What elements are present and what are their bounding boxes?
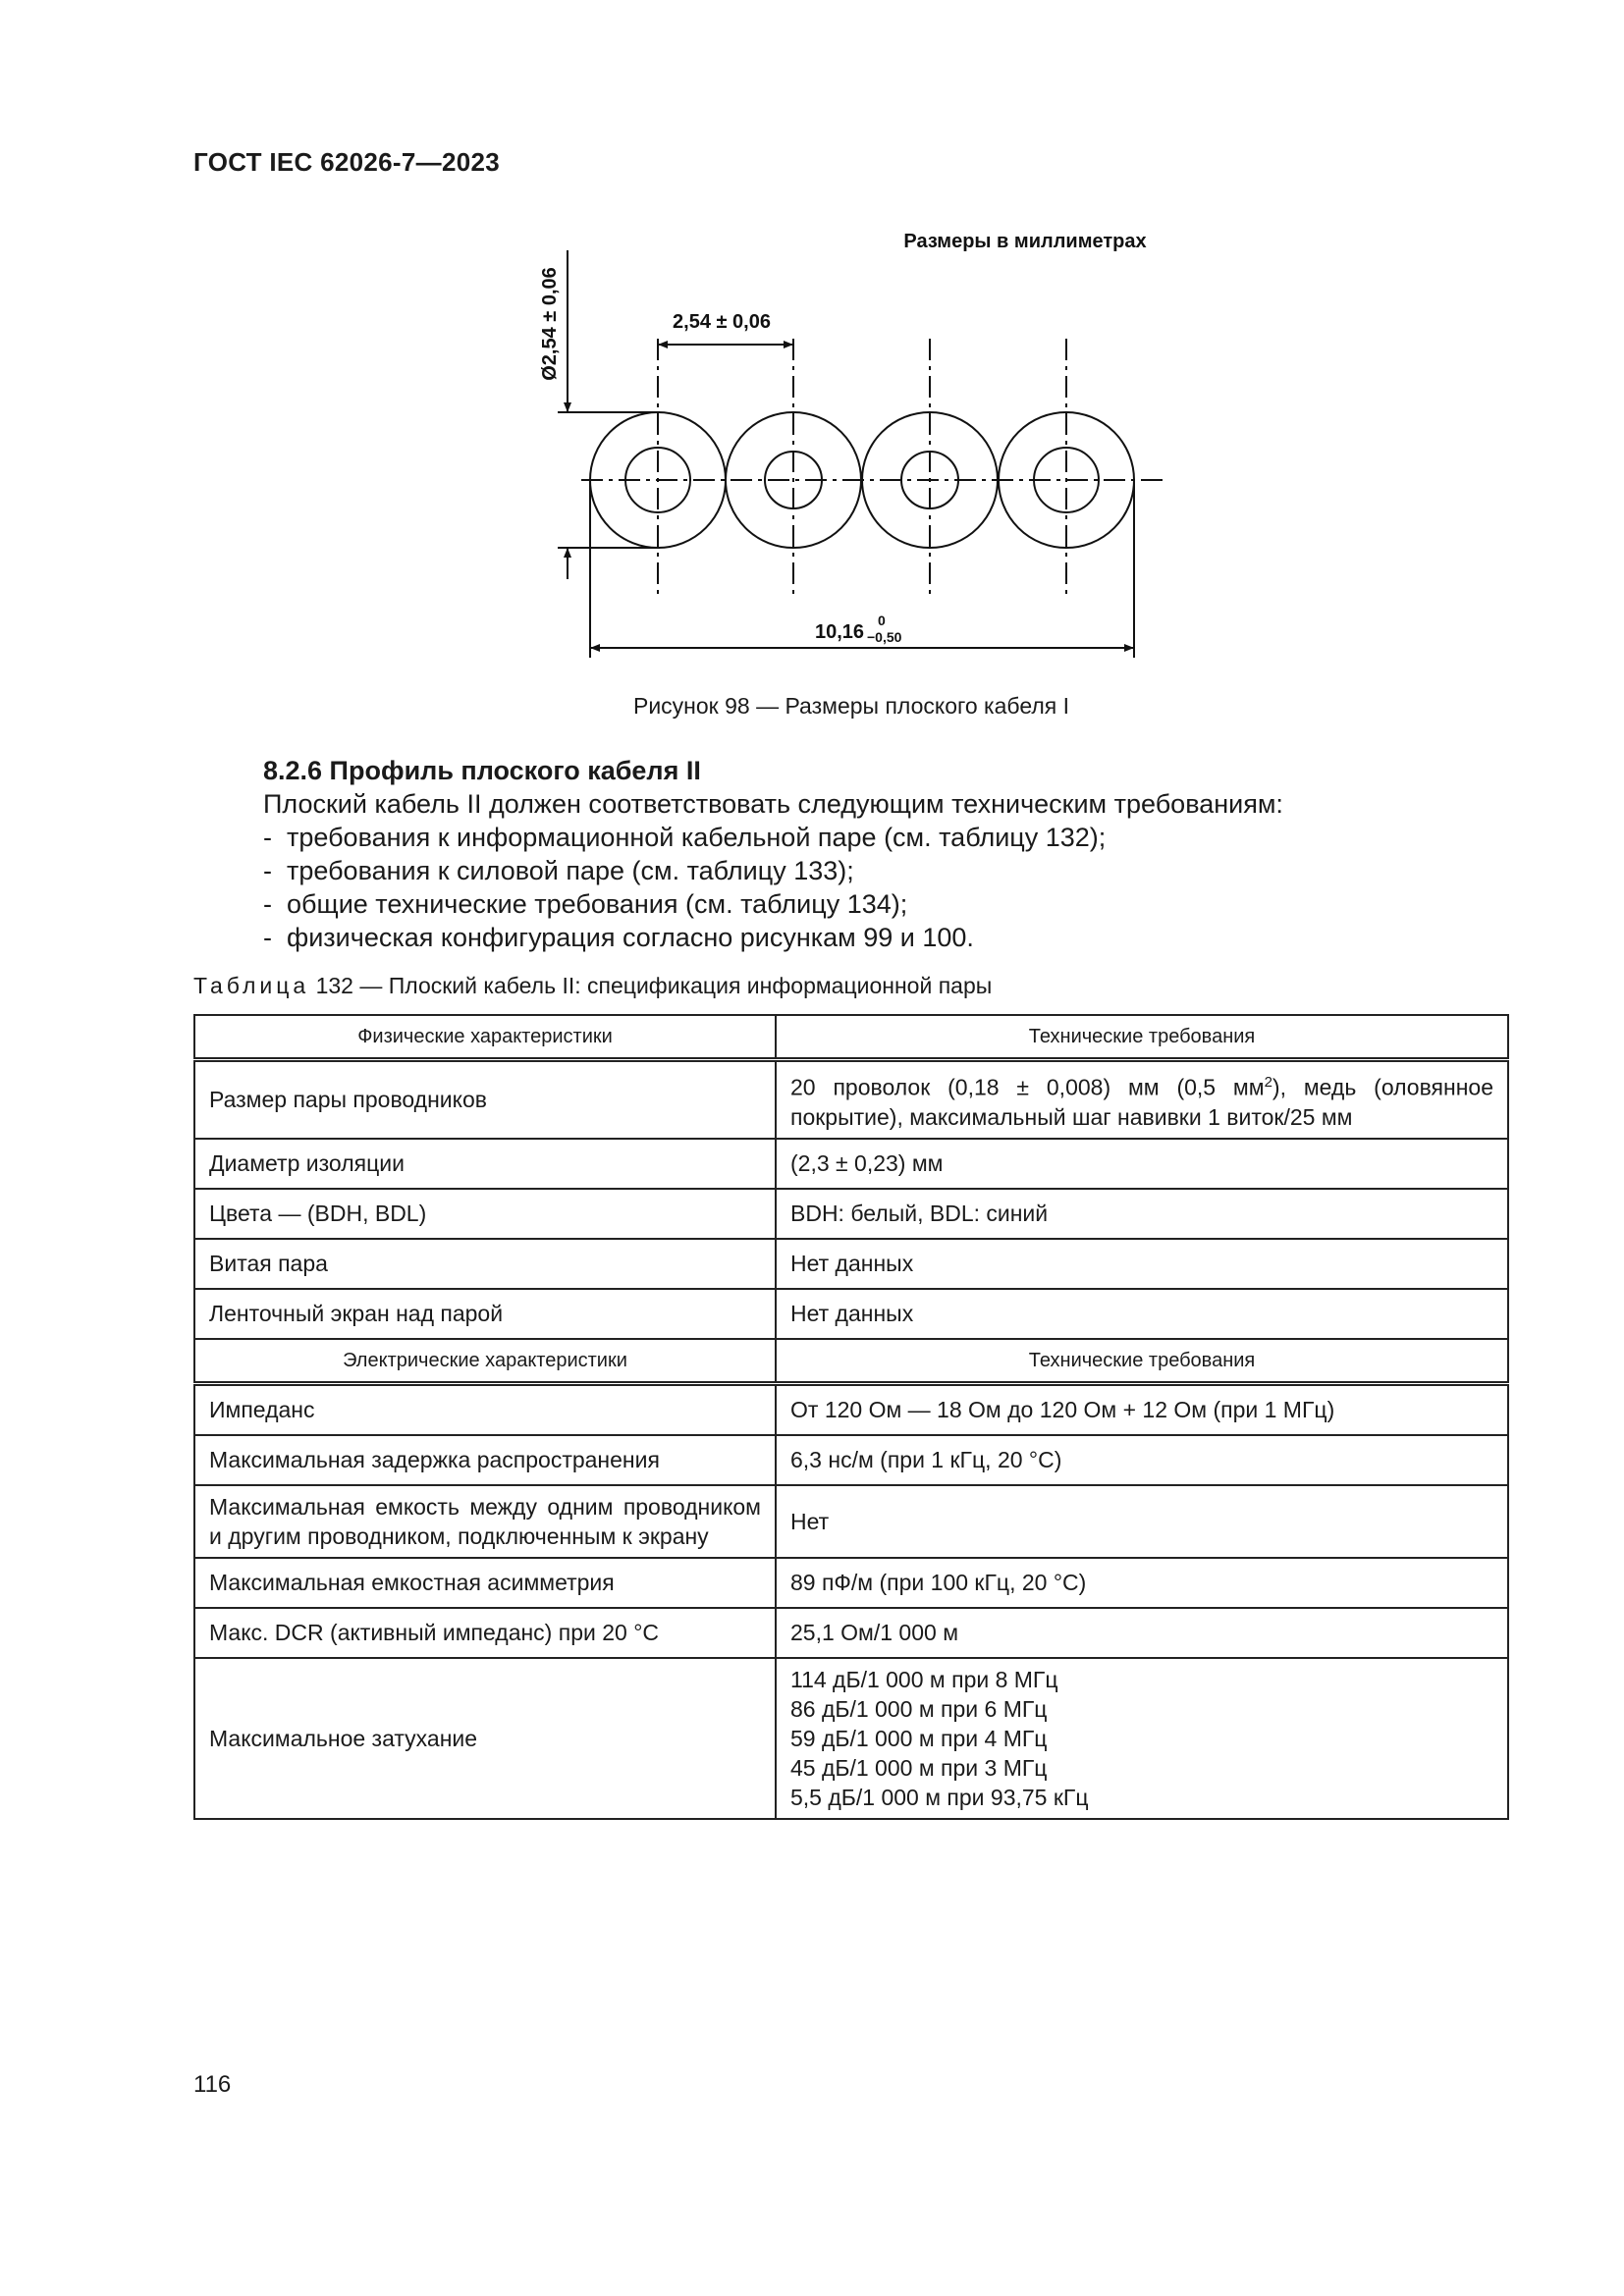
- table-cell: Нет данных: [776, 1239, 1508, 1289]
- attenuation-line: 86 дБ/1 000 м при 6 МГц: [790, 1695, 1048, 1722]
- header-cell: Технические требования: [776, 1339, 1508, 1384]
- cable-dimension-figure: [520, 221, 1208, 692]
- table-cell: BDH: белый, BDL: синий: [776, 1189, 1508, 1239]
- table-cell: Витая пара: [194, 1239, 776, 1289]
- table-row: [194, 1608, 1508, 1658]
- table-cell: Ленточный экран над парой: [194, 1289, 776, 1339]
- table-row: [194, 1060, 1508, 1139]
- table-row: [194, 1139, 1508, 1189]
- table-row: [194, 1239, 1508, 1289]
- table-row: [194, 1383, 1508, 1435]
- attenuation-line: 59 дБ/1 000 м при 4 МГц: [790, 1725, 1048, 1751]
- attenuation-line: 114 дБ/1 000 м при 8 МГц: [790, 1666, 1058, 1692]
- table-cell: Импеданс: [194, 1383, 776, 1435]
- cell-text: ), медь (оловянное покрытие), максимальный шаг навивки 1 виток/25 мм: [790, 1074, 1493, 1130]
- table-caption-prefix: Таблица: [193, 973, 310, 998]
- table-cell: 6,3 нс/м (при 1 кГц, 20 °C): [776, 1435, 1508, 1485]
- list-item: [263, 921, 1520, 954]
- table-cell: Нет данных: [776, 1289, 1508, 1339]
- table-header-row: [194, 1015, 1508, 1060]
- section-heading: 8.2.6 Профиль плоского кабеля II: [263, 756, 701, 785]
- width-label: 10,16: [814, 621, 865, 643]
- table-cell: Максимальная емкость между одним проводником и другим проводником, подключенным к экрану: [194, 1485, 776, 1558]
- table-cell: Максимальное затухание: [194, 1658, 776, 1819]
- table-cell: 89 пФ/м (при 100 кГц, 20 °C): [776, 1558, 1508, 1608]
- table-cell: От 120 Ом — 18 Ом до 120 Ом + 12 Ом (при 1 МГц): [776, 1383, 1508, 1435]
- centerlines: [581, 339, 1164, 599]
- table-row: [194, 1189, 1508, 1239]
- figure-caption: Рисунок 98 — Размеры плоского кабеля I: [632, 693, 1070, 719]
- superscript: 2: [1264, 1074, 1272, 1091]
- section-intro: Плоский кабель II должен соответствовать следующим техническим требованиям:: [263, 789, 1283, 819]
- table-header-row: [194, 1339, 1508, 1384]
- section-8-2-6: [263, 754, 1520, 954]
- cell-text: 20 проволок (0,18 ± 0,008) мм (0,5 мм: [790, 1074, 1265, 1100]
- table-row: [194, 1658, 1508, 1819]
- diameter-label: Ø2,54 ± 0,06: [539, 267, 561, 381]
- list-item-text: общие технические требования (см. таблицу 134);: [287, 889, 908, 919]
- header-cell: Технические требования: [776, 1015, 1508, 1060]
- attenuation-line: 5,5 дБ/1 000 м при 93,75 кГц: [790, 1784, 1089, 1810]
- table-row: [194, 1485, 1508, 1558]
- header-cell: Электрические характеристики: [194, 1339, 776, 1384]
- list-dash: -: [263, 823, 272, 852]
- table-cell: Максимальная емкостная асимметрия: [194, 1558, 776, 1608]
- spec-table: [193, 1014, 1509, 1820]
- table-cell: Размер пары проводников: [194, 1060, 776, 1139]
- table-row: [194, 1435, 1508, 1485]
- document-header: ГОСТ IEC 62026-7—2023: [193, 147, 500, 177]
- list-item: [263, 821, 1520, 854]
- table-caption: [193, 973, 992, 999]
- list-dash: -: [263, 856, 272, 885]
- table-cell: Макс. DCR (активный импеданс) при 20 °C: [194, 1608, 776, 1658]
- diameter-dimension: [558, 250, 660, 579]
- list-item: [263, 887, 1520, 921]
- table-cell: Нет: [776, 1485, 1508, 1558]
- list-dash: -: [263, 923, 272, 952]
- pitch-label: 2,54 ± 0,06: [673, 311, 771, 333]
- table-caption-text: 132 — Плоский кабель II: спецификация информационной пары: [315, 973, 993, 998]
- list-item-text: физическая конфигурация согласно рисункам 99 и 100.: [287, 923, 974, 952]
- table-cell: Максимальная задержка распространения: [194, 1435, 776, 1485]
- table-cell: [776, 1060, 1508, 1139]
- table-cell: Цвета — (BDH, BDL): [194, 1189, 776, 1239]
- header-cell: Физические характеристики: [194, 1015, 776, 1060]
- list-item-text: требования к информационной кабельной паре (см. таблицу 132);: [287, 823, 1107, 852]
- width-tolerance-upper: 0: [878, 613, 886, 628]
- page-number: 116: [193, 2071, 232, 2098]
- table-row: [194, 1558, 1508, 1608]
- attenuation-line: 45 дБ/1 000 м при 3 МГц: [790, 1754, 1048, 1781]
- table-cell: [776, 1658, 1508, 1819]
- units-note: Размеры в миллиметрах: [903, 231, 1147, 252]
- table-cell: (2,3 ± 0,23) мм: [776, 1139, 1508, 1189]
- table-cell: 25,1 Ом/1 000 м: [776, 1608, 1508, 1658]
- list-item: [263, 854, 1520, 887]
- table-cell: Диаметр изоляции: [194, 1139, 776, 1189]
- table-row: [194, 1289, 1508, 1339]
- list-dash: -: [263, 889, 272, 919]
- width-tolerance-lower: −0,50: [867, 629, 902, 645]
- list-item-text: требования к силовой паре (см. таблицу 133);: [287, 856, 854, 885]
